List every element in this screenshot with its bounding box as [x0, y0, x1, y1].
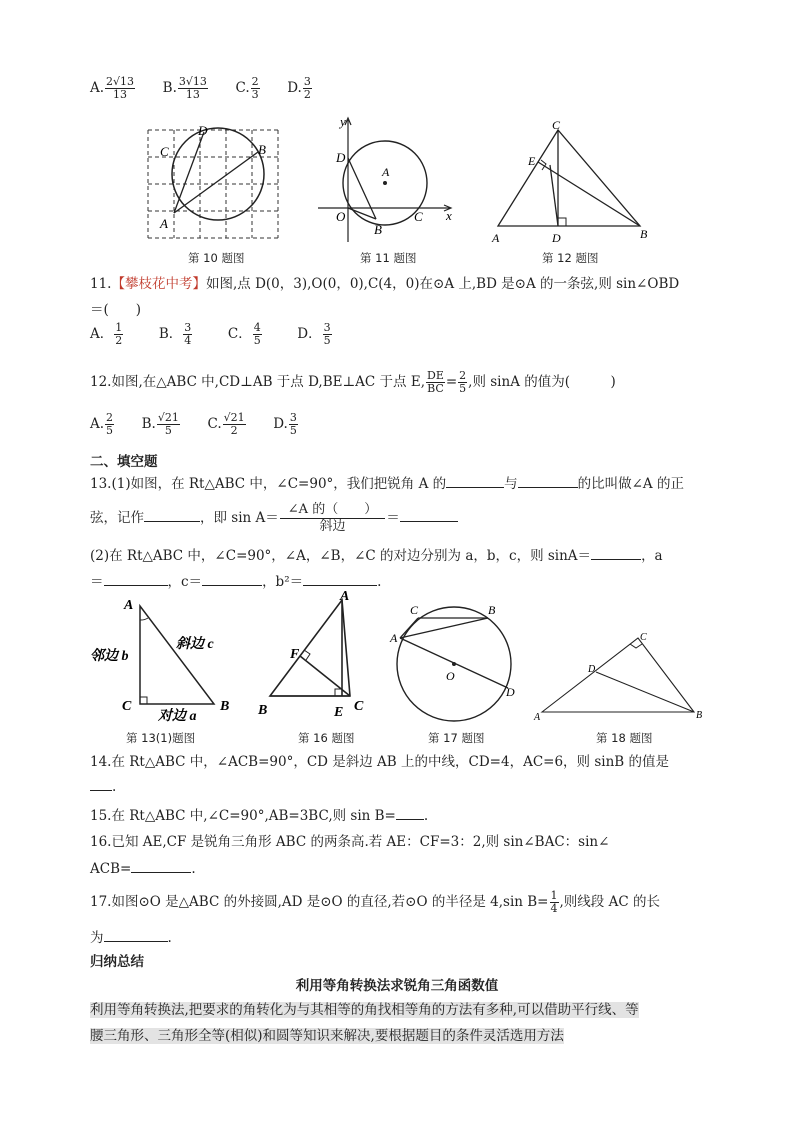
q13-blank-5[interactable]: [591, 545, 641, 560]
fig13-label-a: A: [124, 598, 134, 613]
q10-options: [90, 76, 313, 101]
fig13-label-adjacent: 邻边 b: [90, 649, 129, 664]
q16-line2: ACB= .: [90, 858, 196, 877]
q14-text: 14.在 Rt△ABC 中，∠ACB=90°，CD 是斜边 AB 上的中线，CD=4，AC=6，则 sinB 的值是: [90, 754, 669, 770]
figure-11: [318, 112, 458, 248]
q12-option-d: D. $\frac{3}{5}$: [273, 411, 297, 437]
q10-option-a: A. $\frac{2√13}{13}$: [90, 75, 135, 101]
fig16-label-f: F: [290, 647, 300, 662]
q17-blank[interactable]: [104, 927, 168, 942]
q11-option-c: C． $\frac{4}{5}$: [227, 321, 261, 347]
figure-17: [388, 600, 522, 726]
fig12-label-b: B: [640, 227, 648, 241]
fig13-label-b: B: [220, 699, 230, 714]
q11-option-a: A． $\frac{1}{2}$: [90, 321, 123, 347]
fig16-label-b: B: [258, 703, 268, 718]
q16-text: 16.已知 AE,CF 是锐角三角形 ABC 的两条高.若 AE：CF=3：2,则 sin∠BAC：sin∠: [90, 834, 610, 850]
fig13-label-hypotenuse: 斜边 c: [176, 637, 214, 652]
fig11-label-x: x: [446, 208, 452, 223]
summary-title: 利用等角转换法求锐角三角函数值: [295, 978, 499, 994]
q11-line2: ＝( ): [90, 302, 142, 318]
q11-options: [90, 322, 333, 347]
fig17-label-o: O: [446, 669, 455, 683]
fig16-label-c: C: [354, 699, 364, 714]
fig10-caption: 第 10 题图: [188, 251, 245, 265]
fig16-label-e: E: [334, 705, 344, 720]
q15-text: 15.在 Rt△ABC 中,∠C=90°,AB=3BC,则 sin B= .: [90, 804, 428, 824]
fig12-caption: 第 12 题图: [542, 251, 599, 265]
fig11-label-a: A: [382, 165, 390, 179]
q13-blank-7[interactable]: [202, 571, 262, 586]
q12-option-b: B. $\frac{√21}{5}$: [141, 411, 179, 437]
q13-line2: 弦，记作 ，即 sin A＝ $\frac{\text{∠A 的（ ）}}{\text{斜边}}$ ＝: [90, 502, 458, 535]
q13-blank-4[interactable]: [400, 507, 458, 522]
q13-blank-6[interactable]: [104, 571, 168, 586]
figure-12: [488, 118, 658, 246]
summary-paragraph-line2: 腰三角形、三角形全等(相似)和圆等知识来解决,要根据题目的条件灵活选用方法: [90, 1028, 564, 1044]
section-heading-fill-in: 二、填空题: [90, 454, 158, 470]
q14-blank[interactable]: [90, 776, 112, 791]
fig18-label-a: A: [534, 712, 541, 723]
summary-paragraph-line1: 利用等角转换法,把要求的角转化为与其相等的角找相等角的方法有多种,可以借助平行线、等: [90, 1002, 639, 1018]
fig17-caption: 第 17 题图: [428, 731, 485, 745]
q13-line4: ＝ ，c＝ ，b²＝ .: [90, 570, 381, 590]
q11-tag: 【攀枝花中考】: [111, 276, 206, 292]
q13-blank-2[interactable]: [518, 473, 578, 488]
fig11-label-c: C: [414, 209, 423, 224]
fig13-label-c: C: [122, 699, 132, 714]
fig12-label-a: A: [492, 231, 500, 245]
figure-16: [254, 590, 374, 720]
fig11-label-b: B: [374, 222, 382, 237]
fig11-label-y: y: [340, 114, 346, 129]
fig17-label-b: B: [488, 603, 496, 617]
q11-option-d: D． $\frac{3}{5}$: [297, 321, 331, 347]
q10-option-c: C. $\frac{2}{3}$: [235, 75, 259, 101]
q12-option-c: C. $\frac{√21}{2}$: [207, 411, 245, 437]
fig18-label-d: D: [588, 664, 596, 675]
q12-option-a: A. $\frac{2}{5}$: [90, 411, 114, 437]
fig10-label-b: B: [258, 142, 266, 157]
fig18-label-c: C: [640, 632, 647, 643]
q13-blank-1[interactable]: [446, 473, 504, 488]
q10-option-d: D. $\frac{3}{2}$: [287, 75, 311, 101]
q15-blank[interactable]: [396, 805, 424, 820]
fig13-label-opposite: 对边 a: [158, 709, 197, 724]
q17-text: 17.如图⊙O 是△ABC 的外接圆,AD 是⊙O 的直径,若⊙O 的半径是 4,sin B= $\frac{1}{4}$ ,则线段 AC 的长: [90, 889, 660, 915]
fig12-label-d: D: [552, 231, 561, 245]
fig13-caption: 第 13(1)题图: [126, 731, 196, 745]
figure-18: [530, 628, 710, 726]
fig12-label-c: C: [552, 118, 561, 132]
q10-option-b: B. $\frac{3√13}{13}$: [162, 75, 207, 101]
q16-blank[interactable]: [131, 858, 191, 873]
summary-heading: 归纳总结: [90, 954, 144, 970]
fig11-caption: 第 11 题图: [360, 251, 417, 265]
q12-options: [90, 412, 299, 437]
figure-10: [140, 124, 290, 246]
fig17-label-a: A: [390, 631, 398, 645]
q13-line3: (2)在 Rt△ABC 中，∠C=90°，∠A，∠B，∠C 的对边分别为 a，b，c，则 sinA＝ ，a: [90, 544, 663, 564]
fig10-label-d: D: [198, 124, 208, 138]
fig11-label-d: D: [336, 150, 346, 165]
fig17-label-d: D: [506, 685, 515, 699]
q11-option-b: B． $\frac{3}{4}$: [158, 321, 192, 347]
fig12-label-e: E: [528, 154, 536, 168]
q13-blank-3[interactable]: [144, 507, 200, 522]
q17-line2: 为 .: [90, 926, 172, 946]
fig16-label-a: A: [340, 590, 350, 604]
q14-answer-line: .: [90, 776, 116, 795]
fig18-caption: 第 18 题图: [596, 731, 653, 745]
q11-text: 11.【攀枝花中考】如图,点 D(0，3),O(0，0),C(4，0)在⊙A 上,BD 是⊙A 的一条弦,则 sin∠OBD: [90, 276, 680, 292]
figure-13-1: [88, 594, 248, 726]
q12-text: 12.如图,在△ABC 中,CD⊥AB 于点 D,BE⊥AC 于点 E, $\frac{DE}{BC}$ = $\frac{2}{5}$ ,则 sinA 的值为( ): [90, 369, 616, 395]
fig10-label-c: C: [160, 144, 169, 159]
q13-line1: 13.(1)如图，在 Rt△ABC 中，∠C=90°，我们把锐角 A 的 与 的比叫做∠A 的正: [90, 472, 684, 492]
fig18-label-b: B: [696, 710, 703, 721]
fig11-label-o: O: [336, 209, 346, 224]
q13-blank-8[interactable]: [303, 571, 377, 586]
fig17-label-c: C: [410, 603, 419, 617]
fig10-label-a: A: [160, 216, 168, 231]
fig16-caption: 第 16 题图: [298, 731, 355, 745]
